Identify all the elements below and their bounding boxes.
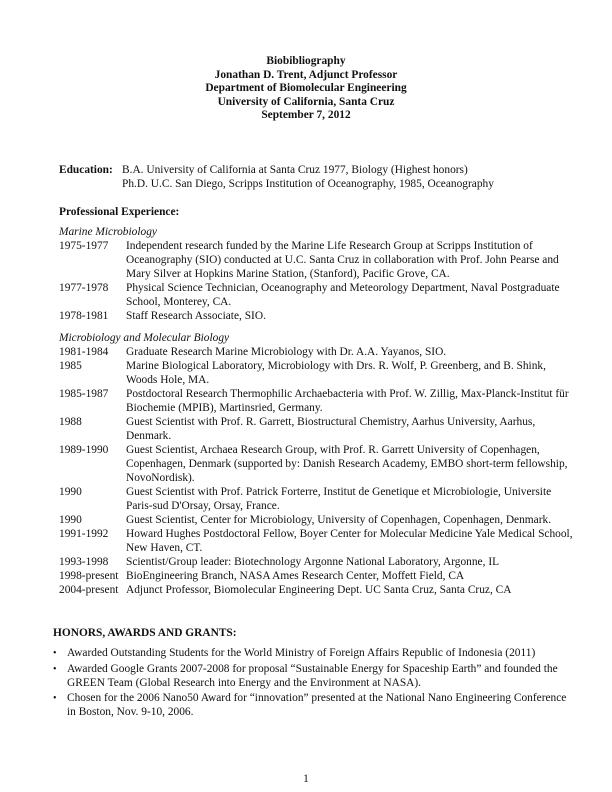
experience-entry <box>59 583 579 597</box>
experience-description: Guest Scientist, Archaea Research Group, with Prof. R. Garrett University of Copenhagen, Copenhagen, Denmark (supported by: Danish Research Academy, EMBO short-term fellowship, NovoNordisk). <box>126 444 568 484</box>
education-label: Education: <box>59 164 113 176</box>
experience-entry <box>59 345 579 359</box>
honors-item-text: Awarded Outstanding Students for the World Ministry of Foreign Affairs Republic of Indonesia (2011) <box>67 647 536 659</box>
bullet-icon: • <box>53 664 57 675</box>
experience-entry <box>59 527 579 555</box>
experience-years: 1981-1984 <box>59 346 109 358</box>
experience-entry <box>59 569 579 583</box>
experience-description: Howard Hughes Postdoctoral Fellow, Boyer Center for Molecular Medicine Yale Medical School, New Haven, CT. <box>126 528 573 554</box>
experience-entry <box>59 415 579 443</box>
experience-years: 1989-1990 <box>59 444 109 456</box>
honors-section <box>53 626 573 720</box>
experience-description: Adjunct Professor, Biomolecular Engineering Dept. UC Santa Cruz, Santa Cruz, CA <box>126 584 512 596</box>
honors-item-text: Awarded Google Grants 2007-2008 for proposal “Sustainable Energy for Spaceship Earth” and founded the GREEN Team (Global Research into Energy and the Environment at NASA). <box>67 663 558 689</box>
experience-entry <box>59 443 579 485</box>
experience-description: Graduate Research Marine Microbiology with Dr. A.A. Yayanos, SIO. <box>126 346 447 358</box>
education-section <box>59 163 579 192</box>
experience-years: 2004-present <box>59 584 119 596</box>
professional-experience-title: Professional Experience: <box>59 206 180 218</box>
experience-description: Guest Scientist, Center for Microbiology, University of Copenhagen, Copenhagen, Denmark. <box>126 514 552 526</box>
experience-description: Marine Biological Laboratory, Microbiology with Drs. R. Wolf, P. Greenberg, and B. Shink, Woods Hole, MA. <box>126 360 546 386</box>
experience-years: 1991-1992 <box>59 528 109 540</box>
experience-entry <box>59 239 579 281</box>
education-item: B.A. University of California at Santa Cruz 1977, Biology (Highest honors) <box>122 164 468 176</box>
experience-years: 1990 <box>59 486 82 498</box>
professional-experience-section <box>59 205 579 597</box>
experience-years: 1998-present <box>59 570 119 582</box>
experience-description: Postdoctoral Research Thermophilic Archaebacteria with Prof. W. Zillig, Max-Planck-Institut für Biochemie (MPIB), Martinsried, Germany. <box>126 388 569 414</box>
experience-entry <box>59 281 579 309</box>
experience-entry <box>59 309 579 323</box>
experience-entry <box>59 555 579 569</box>
honors-item <box>53 646 573 661</box>
experience-entry <box>59 513 579 527</box>
experience-years: 1985-1987 <box>59 388 109 400</box>
header-department: Department of Biomolecular Engineering <box>205 82 407 95</box>
experience-description: Physical Science Technician, Oceanography and Meteorology Department, Naval Postgraduate School, Monterey, CA. <box>126 282 560 308</box>
header-date: September 7, 2012 <box>261 109 351 122</box>
experience-description: Independent research funded by the Marine Life Research Group at Scripps Institution of Oceanography (SIO) conducted at U.C. Santa Cruz in collaboration with Prof. John Pearse and Mary Silver at Hopkins Marine Station, (Stanford), Pacific Grove, CA. <box>126 240 559 280</box>
experience-description: Guest Scientist with Prof. Patrick Forterre, Institut de Genetique et Microbiologie, Universite Paris-sud D'Orsay, Orsay, France. <box>126 486 552 512</box>
header-title: Biobibliography <box>266 55 346 67</box>
experience-description: Guest Scientist with Prof. R. Garrett, Biostructural Chemistry, Aarhus University, Aarhus, Denmark. <box>126 416 536 442</box>
page-number: 1 <box>303 773 309 785</box>
header-author: Jonathan D. Trent, Adjunct Professor <box>214 68 398 81</box>
bullet-icon: • <box>53 693 57 704</box>
experience-description: Scientist/Group leader: Biotechnology Argonne National Laboratory, Argonne, IL <box>126 556 500 568</box>
experience-years: 1977-1978 <box>59 282 109 294</box>
education-item: Ph.D. U.C. San Diego, Scripps Institution of Oceanography, 1985, Oceanography <box>122 178 494 191</box>
experience-years: 1988 <box>59 416 82 428</box>
honors-item <box>53 691 573 719</box>
experience-description: BioEngineering Branch, NASA Ames Research Center, Moffett Field, CA <box>126 570 465 582</box>
bullet-icon: • <box>53 648 57 659</box>
document-header <box>0 55 612 123</box>
experience-years: 1985 <box>59 360 82 372</box>
experience-years: 1975-1977 <box>59 240 109 252</box>
experience-years: 1978-1981 <box>59 310 109 322</box>
header-university: University of California, Santa Cruz <box>217 95 395 108</box>
experience-description: Staff Research Associate, SIO. <box>126 310 266 322</box>
experience-years: 1993-1998 <box>59 556 109 568</box>
honors-item <box>53 662 573 690</box>
subsection-heading: Marine Microbiology <box>59 226 157 238</box>
experience-years: 1990 <box>59 514 82 526</box>
experience-entry <box>59 359 579 387</box>
experience-entry <box>59 485 579 513</box>
honors-title: HONORS, AWARDS AND GRANTS: <box>53 627 237 639</box>
experience-entry <box>59 387 579 415</box>
honors-item-text: Chosen for the 2006 Nano50 Award for “innovation” presented at the National Nano Engineering Conference in Boston, Nov. 9-10, 2006. <box>67 692 567 718</box>
subsection-heading: Microbiology and Molecular Biology <box>59 332 230 344</box>
